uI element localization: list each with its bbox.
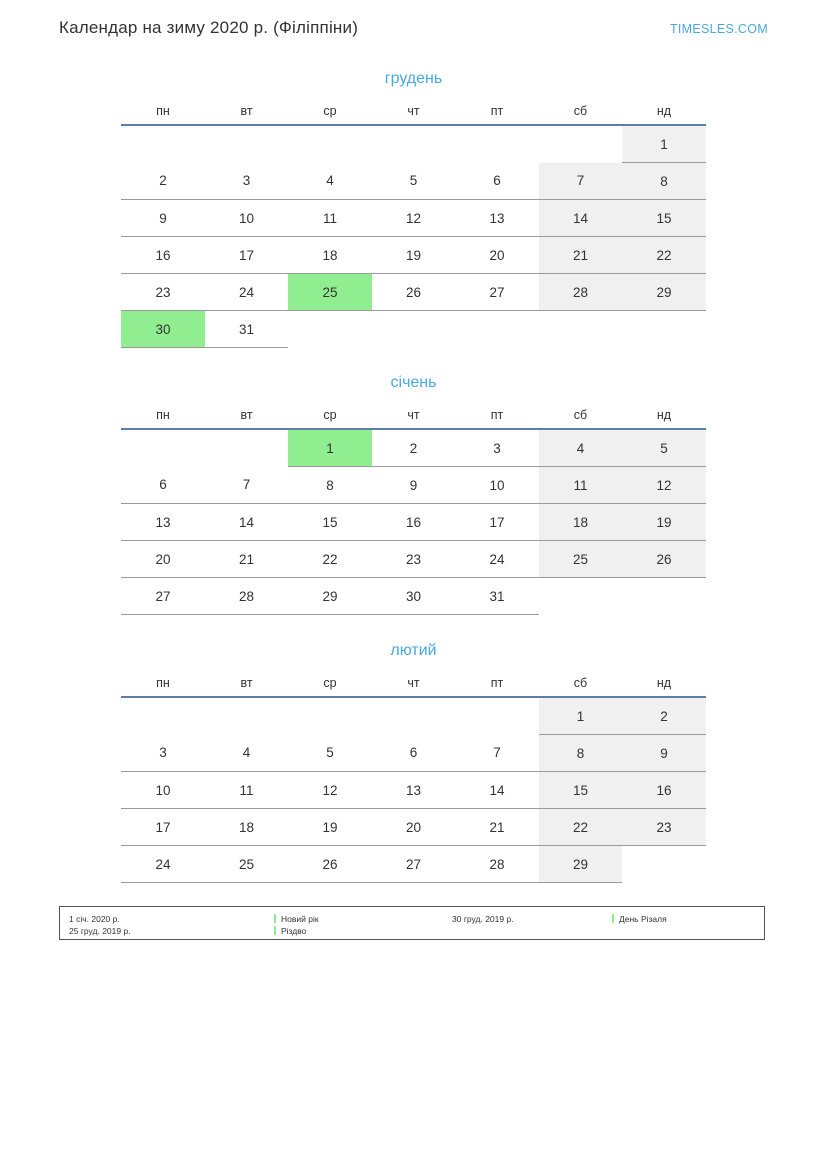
day-cell[interactable]: 2 <box>121 163 205 200</box>
day-cell[interactable]: 30 <box>372 578 456 615</box>
day-cell-empty <box>372 125 456 163</box>
day-cell[interactable]: 19 <box>372 237 456 274</box>
day-cell[interactable]: 5 <box>622 429 706 467</box>
day-cell-empty <box>288 311 372 348</box>
day-cell[interactable]: 10 <box>121 772 205 809</box>
weekday-label: пн <box>121 402 205 429</box>
day-cell[interactable]: 4 <box>288 163 372 200</box>
weekday-label: сб <box>539 402 623 429</box>
day-cell-holiday[interactable]: 25 <box>288 274 372 311</box>
day-cell-empty <box>622 846 706 883</box>
legend-date: 1 січ. 2020 р. <box>69 914 120 924</box>
day-cell[interactable]: 15 <box>288 504 372 541</box>
day-cell-empty <box>539 125 623 163</box>
day-cell[interactable]: 12 <box>622 467 706 504</box>
weekday-label: вт <box>205 670 289 697</box>
day-cell[interactable]: 31 <box>455 578 539 615</box>
day-cell[interactable]: 17 <box>121 809 205 846</box>
month-grid <box>121 402 706 615</box>
week-row <box>121 697 706 735</box>
page-header <box>0 18 827 48</box>
day-cell[interactable]: 6 <box>121 467 205 504</box>
day-cell[interactable]: 17 <box>455 504 539 541</box>
day-cell[interactable]: 4 <box>539 429 623 467</box>
day-cell[interactable]: 18 <box>539 504 623 541</box>
day-cell[interactable]: 16 <box>121 237 205 274</box>
legend-box <box>59 906 765 940</box>
brand-link[interactable]: TIMESLES.COM <box>669 22 768 36</box>
day-cell-empty <box>288 125 372 163</box>
legend-label: Новий рік <box>281 914 319 924</box>
weekday-label: ср <box>288 402 372 429</box>
weekday-label: чт <box>372 98 456 125</box>
day-cell[interactable]: 7 <box>455 735 539 772</box>
day-cell[interactable]: 16 <box>372 504 456 541</box>
month-body <box>121 697 706 883</box>
day-cell[interactable]: 5 <box>372 163 456 200</box>
holiday-swatch-icon <box>274 926 276 935</box>
weekday-label: сб <box>539 98 623 125</box>
day-cell[interactable]: 8 <box>288 467 372 504</box>
week-row <box>121 429 706 467</box>
weekday-label: пн <box>121 98 205 125</box>
weekday-label: нд <box>622 98 706 125</box>
day-cell[interactable]: 7 <box>205 467 289 504</box>
day-cell[interactable]: 21 <box>205 541 289 578</box>
month-title: січень <box>390 374 437 391</box>
day-cell[interactable]: 15 <box>622 200 706 237</box>
week-row <box>121 274 706 311</box>
day-cell[interactable]: 3 <box>205 163 289 200</box>
day-cell[interactable]: 27 <box>455 274 539 311</box>
day-cell[interactable]: 14 <box>539 200 623 237</box>
day-cell[interactable]: 1 <box>622 125 706 163</box>
week-row <box>121 311 706 348</box>
day-cell-empty <box>622 311 706 348</box>
month-grid <box>121 670 706 883</box>
day-cell[interactable]: 14 <box>205 504 289 541</box>
week-row <box>121 578 706 615</box>
day-cell-holiday[interactable]: 1 <box>288 429 372 467</box>
week-row <box>121 735 706 772</box>
day-cell[interactable]: 11 <box>288 200 372 237</box>
week-row <box>121 541 706 578</box>
day-cell[interactable]: 29 <box>288 578 372 615</box>
day-cell[interactable]: 10 <box>205 200 289 237</box>
legend-date: 30 груд. 2019 р. <box>452 914 514 924</box>
month-title: грудень <box>384 70 443 87</box>
day-cell[interactable]: 22 <box>622 237 706 274</box>
weekday-label: чт <box>372 402 456 429</box>
weekday-label: нд <box>622 402 706 429</box>
day-cell[interactable]: 29 <box>539 846 623 883</box>
day-cell[interactable]: 2 <box>372 429 456 467</box>
legend-dates-column-2 <box>452 913 514 925</box>
day-cell[interactable]: 25 <box>539 541 623 578</box>
day-cell[interactable]: 14 <box>455 772 539 809</box>
day-cell[interactable]: 29 <box>622 274 706 311</box>
week-row <box>121 125 706 163</box>
day-cell-empty <box>121 697 205 735</box>
day-cell-empty <box>121 125 205 163</box>
legend-dates-column-1 <box>69 913 131 937</box>
day-cell-empty <box>455 697 539 735</box>
weekday-header-row <box>121 402 706 429</box>
week-row <box>121 237 706 274</box>
day-cell[interactable]: 8 <box>622 163 706 200</box>
month-grid <box>121 98 706 348</box>
day-cell[interactable]: 26 <box>288 846 372 883</box>
legend-label: День Різаля <box>619 914 667 924</box>
day-cell-empty <box>121 429 205 467</box>
day-cell[interactable]: 23 <box>372 541 456 578</box>
day-cell-empty <box>372 311 456 348</box>
weekday-label: ср <box>288 98 372 125</box>
day-cell[interactable]: 26 <box>622 541 706 578</box>
day-cell[interactable]: 10 <box>455 467 539 504</box>
legend-date: 25 груд. 2019 р. <box>69 926 131 936</box>
day-cell[interactable]: 11 <box>205 772 289 809</box>
month-title: лютий <box>390 642 437 659</box>
day-cell[interactable]: 27 <box>372 846 456 883</box>
weekday-header-row <box>121 98 706 125</box>
legend-names-column-2 <box>612 913 667 925</box>
legend-entry <box>274 925 319 937</box>
day-cell[interactable]: 6 <box>372 735 456 772</box>
day-cell[interactable]: 6 <box>455 163 539 200</box>
week-row <box>121 772 706 809</box>
month-body <box>121 429 706 615</box>
day-cell[interactable]: 18 <box>205 809 289 846</box>
day-cell-empty <box>539 578 623 615</box>
weekday-header-row <box>121 670 706 697</box>
day-cell-empty <box>455 125 539 163</box>
weekday-label: нд <box>622 670 706 697</box>
day-cell[interactable]: 19 <box>622 504 706 541</box>
day-cell[interactable]: 12 <box>288 772 372 809</box>
page-title: Календар на зиму 2020 р. (Філіппіни) <box>59 18 359 37</box>
week-row <box>121 504 706 541</box>
holiday-swatch-icon <box>274 914 276 923</box>
day-cell-empty <box>622 578 706 615</box>
day-cell-empty <box>372 697 456 735</box>
day-cell[interactable]: 20 <box>121 541 205 578</box>
day-cell[interactable]: 2 <box>622 697 706 735</box>
day-cell[interactable]: 1 <box>539 697 623 735</box>
weekday-label: пт <box>455 670 539 697</box>
month-block-february <box>0 642 827 883</box>
day-cell[interactable]: 25 <box>205 846 289 883</box>
legend-entry <box>612 913 667 925</box>
day-cell[interactable]: 20 <box>455 237 539 274</box>
day-cell-holiday[interactable]: 30 <box>121 311 205 348</box>
day-cell-empty <box>205 697 289 735</box>
day-cell[interactable]: 16 <box>622 772 706 809</box>
day-cell[interactable]: 21 <box>455 809 539 846</box>
day-cell[interactable]: 26 <box>372 274 456 311</box>
day-cell[interactable]: 13 <box>372 772 456 809</box>
day-cell[interactable]: 12 <box>372 200 456 237</box>
day-cell[interactable]: 13 <box>121 504 205 541</box>
legend-names-column-1 <box>274 913 319 937</box>
day-cell[interactable]: 7 <box>539 163 623 200</box>
day-cell[interactable]: 28 <box>539 274 623 311</box>
week-row <box>121 809 706 846</box>
weekday-label: вт <box>205 98 289 125</box>
day-cell[interactable]: 11 <box>539 467 623 504</box>
day-cell[interactable]: 3 <box>121 735 205 772</box>
day-cell[interactable]: 31 <box>205 311 289 348</box>
day-cell-empty <box>539 311 623 348</box>
day-cell[interactable]: 22 <box>539 809 623 846</box>
day-cell[interactable]: 23 <box>121 274 205 311</box>
week-row <box>121 200 706 237</box>
day-cell[interactable]: 13 <box>455 200 539 237</box>
day-cell[interactable]: 3 <box>455 429 539 467</box>
day-cell[interactable]: 22 <box>288 541 372 578</box>
day-cell[interactable]: 18 <box>288 237 372 274</box>
day-cell-empty <box>205 125 289 163</box>
day-cell[interactable]: 23 <box>622 809 706 846</box>
week-row <box>121 846 706 883</box>
weekday-label: ср <box>288 670 372 697</box>
day-cell[interactable]: 15 <box>539 772 623 809</box>
weekday-label: вт <box>205 402 289 429</box>
day-cell[interactable]: 27 <box>121 578 205 615</box>
day-cell[interactable]: 28 <box>455 846 539 883</box>
day-cell-empty <box>288 697 372 735</box>
weekday-label: пн <box>121 670 205 697</box>
month-body <box>121 125 706 348</box>
day-cell[interactable]: 20 <box>372 809 456 846</box>
day-cell[interactable]: 21 <box>539 237 623 274</box>
day-cell[interactable]: 28 <box>205 578 289 615</box>
holiday-swatch-icon <box>612 914 614 923</box>
weekday-label: сб <box>539 670 623 697</box>
day-cell[interactable]: 24 <box>121 846 205 883</box>
week-row <box>121 163 706 200</box>
legend-label: Різдво <box>281 926 307 936</box>
day-cell[interactable]: 8 <box>539 735 623 772</box>
day-cell[interactable]: 9 <box>121 200 205 237</box>
day-cell-empty <box>455 311 539 348</box>
day-cell[interactable]: 24 <box>205 274 289 311</box>
weekday-label: пт <box>455 98 539 125</box>
week-row <box>121 467 706 504</box>
month-block-december <box>0 70 827 348</box>
day-cell[interactable]: 24 <box>455 541 539 578</box>
day-cell[interactable]: 17 <box>205 237 289 274</box>
day-cell[interactable]: 9 <box>622 735 706 772</box>
legend-entry <box>274 913 319 925</box>
weekday-label: пт <box>455 402 539 429</box>
day-cell[interactable]: 4 <box>205 735 289 772</box>
weekday-label: чт <box>372 670 456 697</box>
day-cell[interactable]: 19 <box>288 809 372 846</box>
day-cell-empty <box>205 429 289 467</box>
day-cell[interactable]: 5 <box>288 735 372 772</box>
day-cell[interactable]: 9 <box>372 467 456 504</box>
month-block-january <box>0 374 827 615</box>
